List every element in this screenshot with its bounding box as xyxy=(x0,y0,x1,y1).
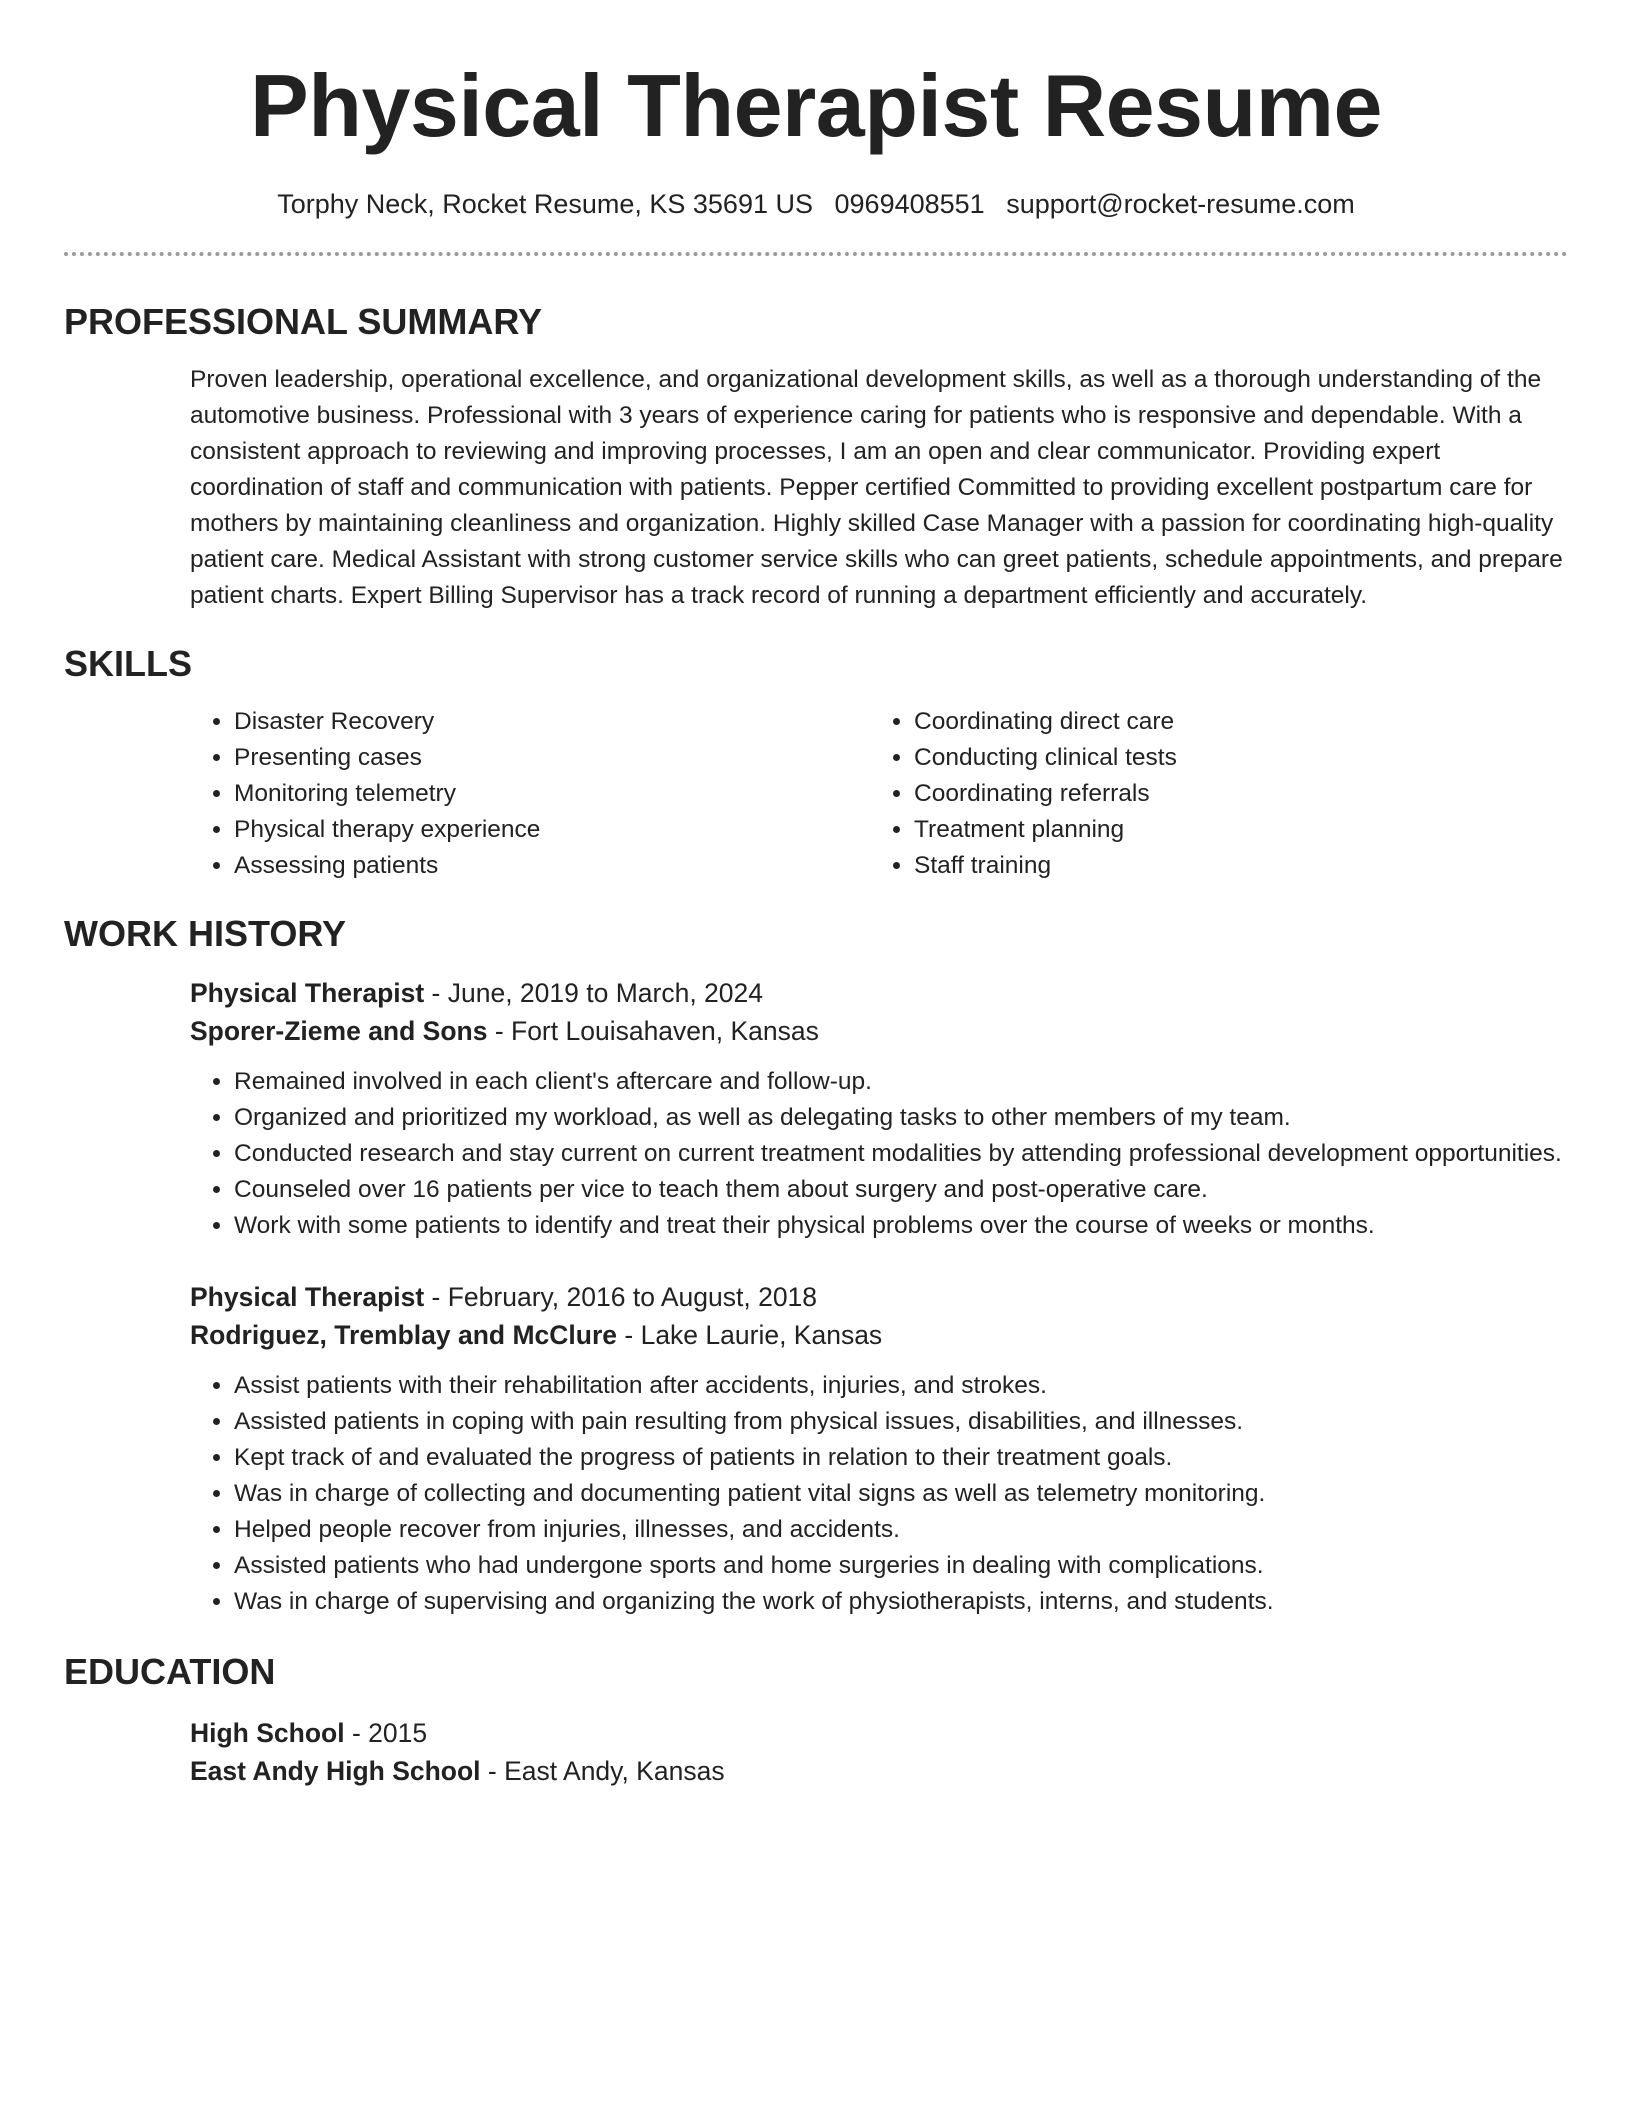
education-school-line xyxy=(190,1752,1568,1790)
summary-section xyxy=(64,362,1568,614)
summary-text: Proven leadership, operational excellence, and organizational development skills, as well as a thorough understanding of the automotive business. Professional with 3 years of experience caring for patients who is responsive and dependable. With a consistent approach to reviewing and improving processes, I am an open and clear communicator. Providing expert coordination of staff and communication with patients. Pepper certified Committed to providing excellent postpartum care for mothers by maintaining cleanliness and organization. Highly skilled Case Manager with a passion for coordinating high-quality patient care. Medical Assistant with strong customer service skills who can greet patients, schedule appointments, and prepare patient charts. Expert Billing Supervisor has a track record of running a department efficiently and accurately. xyxy=(190,366,1563,609)
section-title-work-history: WORK HISTORY xyxy=(64,913,347,954)
job-title-line xyxy=(190,1278,1568,1316)
skills-column-right xyxy=(870,704,1550,884)
job-entry xyxy=(190,974,1568,1244)
resume-title: Physical Therapist Resume xyxy=(250,56,1382,155)
job-company-line xyxy=(190,1012,1568,1050)
education-degree-line xyxy=(190,1714,1568,1752)
skill-item: • Presenting cases xyxy=(234,740,870,776)
education-degree: High School xyxy=(190,1718,345,1748)
job-role: Physical Therapist xyxy=(190,1282,425,1312)
job-dates: - June, 2019 to March, 2024 xyxy=(424,978,764,1008)
job-company: Sporer-Zieme and Sons xyxy=(190,1016,488,1046)
header-divider xyxy=(64,252,1568,256)
contact-line xyxy=(64,186,1568,222)
skill-item: • Treatment planning xyxy=(914,812,1550,848)
job-duty: • Assisted patients who had undergone sports and home surgeries in dealing with complications. xyxy=(234,1548,1568,1584)
section-title-education: EDUCATION xyxy=(64,1651,276,1692)
job-duty: • Assisted patients in coping with pain resulting from physical issues, disabilities, and illnesses. xyxy=(234,1404,1568,1440)
job-duty: • Organized and prioritized my workload, as well as delegating tasks to other members of my team. xyxy=(234,1100,1568,1136)
education-school: East Andy High School xyxy=(190,1756,481,1786)
contact-email: support@rocket-resume.com xyxy=(1006,189,1355,219)
job-duty: • Assist patients with their rehabilitation after accidents, injuries, and strokes. xyxy=(234,1368,1568,1404)
job-duties-list xyxy=(190,1368,1568,1620)
job-entry xyxy=(190,1278,1568,1620)
education-section xyxy=(64,1714,1568,1790)
education-year: - 2015 xyxy=(344,1718,428,1748)
job-duty: • Work with some patients to identify and treat their physical problems over the course of weeks or months. xyxy=(234,1208,1568,1244)
job-duty: • Helped people recover from injuries, illnesses, and accidents. xyxy=(234,1512,1568,1548)
job-duty: • Was in charge of collecting and documenting patient vital signs as well as telemetry monitoring. xyxy=(234,1476,1568,1512)
skill-item: • Coordinating direct care xyxy=(914,704,1550,740)
work-history-section xyxy=(64,974,1568,1620)
education-entry xyxy=(190,1714,1568,1790)
skill-item: • Assessing patients xyxy=(234,848,870,884)
skill-item: • Monitoring telemetry xyxy=(234,776,870,812)
skill-item: • Conducting clinical tests xyxy=(914,740,1550,776)
job-company: Rodriguez, Tremblay and McClure xyxy=(190,1320,618,1350)
job-role: Physical Therapist xyxy=(190,978,425,1008)
job-dates: - February, 2016 to August, 2018 xyxy=(424,1282,818,1312)
skills-list-left xyxy=(190,704,870,884)
job-duty: • Remained involved in each client's aftercare and follow-up. xyxy=(234,1064,1568,1100)
skills-section xyxy=(64,704,1568,884)
skill-item: • Physical therapy experience xyxy=(234,812,870,848)
education-location: - East Andy, Kansas xyxy=(480,1756,725,1786)
section-title-skills: SKILLS xyxy=(64,643,193,684)
skill-item: • Coordinating referrals xyxy=(914,776,1550,812)
job-location: - Fort Louisahaven, Kansas xyxy=(487,1016,819,1046)
job-location: - Lake Laurie, Kansas xyxy=(617,1320,883,1350)
job-duty: • Counseled over 16 patients per vice to teach them about surgery and post-operative care. xyxy=(234,1172,1568,1208)
job-company-line xyxy=(190,1316,1568,1354)
skill-item: • Staff training xyxy=(914,848,1550,884)
contact-phone: 0969408551 xyxy=(834,189,985,219)
skill-item: • Disaster Recovery xyxy=(234,704,870,740)
skills-grid xyxy=(190,704,1568,884)
section-title-summary: PROFESSIONAL SUMMARY xyxy=(64,301,543,342)
job-duties-list xyxy=(190,1064,1568,1244)
job-duty: • Kept track of and evaluated the progress of patients in relation to their treatment goals. xyxy=(234,1440,1568,1476)
job-duty: • Conducted research and stay current on current treatment modalities by attending professional development opportunities. xyxy=(234,1136,1568,1172)
job-title-line xyxy=(190,974,1568,1012)
skills-list-right xyxy=(870,704,1550,884)
job-duty: • Was in charge of supervising and organizing the work of physiotherapists, interns, and students. xyxy=(234,1584,1568,1620)
contact-address: Torphy Neck, Rocket Resume, KS 35691 US xyxy=(277,189,813,219)
skills-column-left xyxy=(190,704,870,884)
